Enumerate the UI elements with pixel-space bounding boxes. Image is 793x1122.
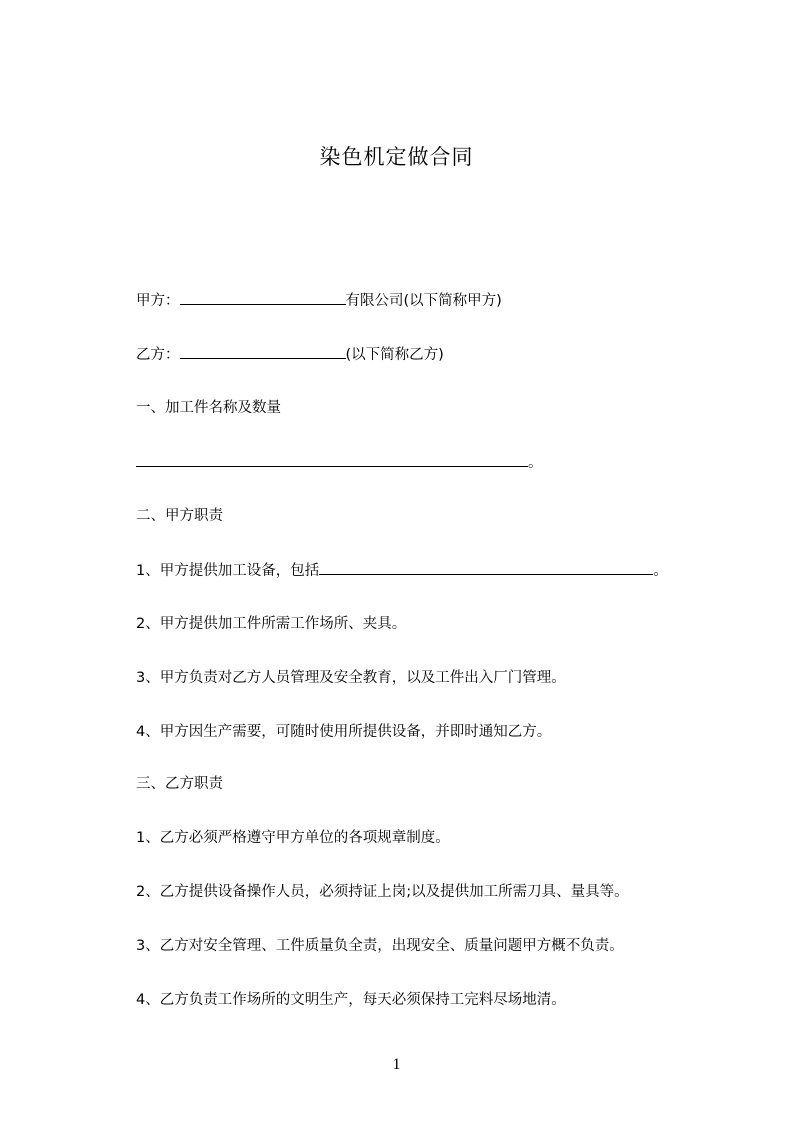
page-number: 1 <box>392 1056 401 1073</box>
party-a-suffix: 有限公司(以下简称甲方) <box>345 293 502 309</box>
section2-item3: 3、甲方负责对乙方人员管理及安全教育，以及工件出入厂门管理。 <box>136 670 566 686</box>
document-title: 染色机定做合同 <box>319 145 474 169</box>
section3-item1: 1、乙方必须严格遵守甲方单位的各项规章制度。 <box>136 830 450 846</box>
party-b-label: 乙方： <box>136 347 180 363</box>
party-b-blank <box>180 344 346 359</box>
party-b-suffix: (以下简称乙方) <box>345 347 444 363</box>
section1-heading: 一、加工件名称及数量 <box>136 400 281 416</box>
section1-blank <box>136 452 528 467</box>
section2-item1-end: 。 <box>653 563 668 579</box>
section2-item1-blank <box>319 560 653 575</box>
section3-item4: 4、乙方负责工作场所的文明生产，每天必须保持工完料尽场地清。 <box>136 992 566 1008</box>
section1-end: 。 <box>528 455 543 471</box>
section1-blank-line <box>136 452 543 473</box>
section3-item3: 3、乙方对安全管理、工件质量负全责，出现安全、质量问题甲方概不负责。 <box>136 938 624 954</box>
party-b-line <box>136 344 444 365</box>
party-a-label: 甲方： <box>136 293 180 309</box>
section2-item1 <box>136 560 668 581</box>
party-a-blank <box>180 290 346 305</box>
section2-item1-text: 1、甲方提供加工设备，包括 <box>136 563 320 579</box>
section2-item2: 2、甲方提供加工件所需工作场所、夹具。 <box>136 616 407 632</box>
section3-heading: 三、乙方职责 <box>136 776 223 792</box>
section2-item4: 4、甲方因生产需要，可随时使用所提供设备，并即时通知乙方。 <box>136 724 552 740</box>
party-a-line <box>136 290 502 311</box>
section2-heading: 二、甲方职责 <box>136 508 223 524</box>
section3-item2: 2、乙方提供设备操作人员，必须持证上岗;以及提供加工所需刀具、量具等。 <box>136 884 629 900</box>
